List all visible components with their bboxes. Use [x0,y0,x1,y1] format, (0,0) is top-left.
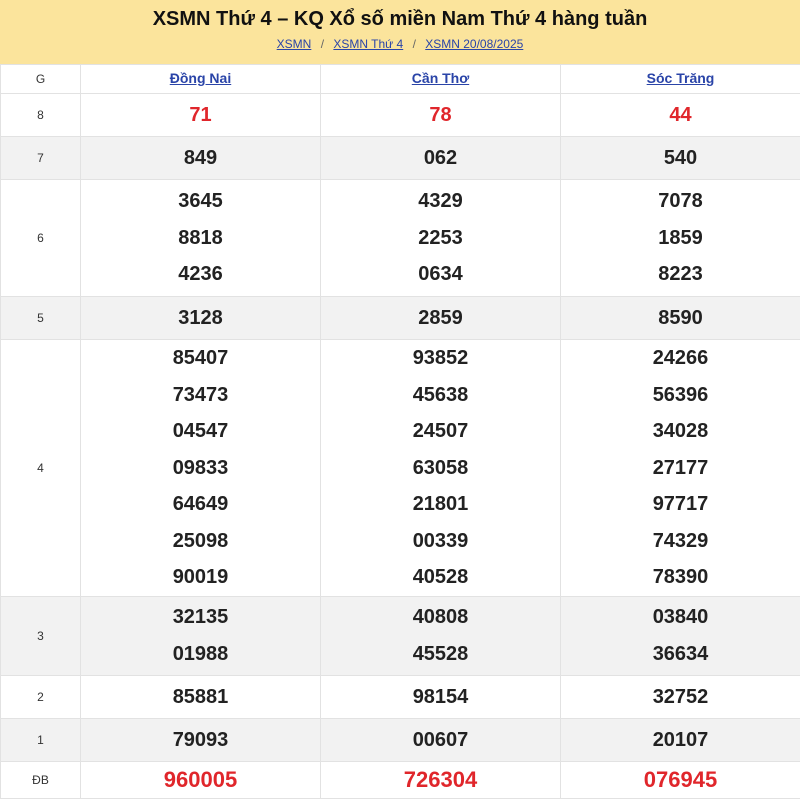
province-link-dong-nai[interactable]: Đồng Nai [170,70,231,86]
results-body [1,94,800,799]
lottery-number: 24266 [561,340,800,377]
prize-row [1,718,800,761]
prize-cell [81,94,321,137]
lottery-number: 726304 [321,762,560,798]
prize-cell [321,675,561,718]
lottery-number: 56396 [561,377,800,414]
lottery-number: 73473 [81,377,320,414]
prize-cell [321,137,561,180]
lottery-number: 062 [321,137,560,179]
prize-row [1,94,800,137]
lottery-number: 09833 [81,450,320,487]
lottery-number: 34028 [561,413,800,450]
results-table [0,64,800,799]
lottery-number: 27177 [561,450,800,487]
lottery-number: 36634 [561,636,800,673]
lottery-number: 32752 [561,676,800,718]
prize-cell [561,761,800,798]
lottery-number: 960005 [81,762,320,798]
lottery-number: 849 [81,137,320,179]
lottery-number: 78390 [561,559,800,596]
lottery-number: 98154 [321,676,560,718]
prize-row [1,675,800,718]
prize-cell [321,718,561,761]
lottery-number: 85881 [81,676,320,718]
prize-cell [81,596,321,675]
lottery-number: 63058 [321,450,560,487]
breadcrumb-link-xsmn-thu-4[interactable]: XSMN Thứ 4 [333,37,403,51]
prize-row [1,596,800,675]
prize-row [1,180,800,297]
lottery-number: 4329 [321,183,560,220]
lottery-number: 32135 [81,599,320,636]
lottery-number: 90019 [81,559,320,596]
lottery-number: 1859 [561,220,800,257]
breadcrumb-link-date[interactable]: XSMN 20/08/2025 [425,37,523,51]
prize-cell [81,761,321,798]
lottery-number: 0634 [321,256,560,293]
lottery-number: 97717 [561,486,800,523]
province-header-dong-nai [81,65,321,94]
breadcrumb-link-xsmn[interactable]: XSMN [277,37,312,51]
lottery-number: 2859 [321,297,560,339]
lottery-number: 8590 [561,297,800,339]
table-header-row [1,65,800,94]
lottery-number: 24507 [321,413,560,450]
lottery-number: 45638 [321,377,560,414]
prize-label: ĐB [1,761,81,798]
province-link-soc-trang[interactable]: Sóc Trăng [647,70,715,86]
prize-label: 1 [1,718,81,761]
lottery-number: 93852 [321,340,560,377]
lottery-number: 2253 [321,220,560,257]
lottery-number: 71 [81,94,320,136]
lottery-number: 01988 [81,636,320,673]
prize-cell [561,94,800,137]
prize-cell [81,340,321,597]
prize-row [1,340,800,597]
lottery-number: 25098 [81,523,320,560]
prize-cell [321,180,561,297]
prize-cell [81,180,321,297]
lottery-number: 076945 [561,762,800,798]
lottery-number: 540 [561,137,800,179]
prize-cell [561,180,800,297]
lottery-number: 7078 [561,183,800,220]
lottery-number: 64649 [81,486,320,523]
lottery-number: 3645 [81,183,320,220]
prize-cell [81,137,321,180]
prize-cell [561,137,800,180]
lottery-number: 44 [561,94,800,136]
prize-row [1,297,800,340]
prize-row [1,137,800,180]
prize-cell [81,718,321,761]
lottery-number: 45528 [321,636,560,673]
lottery-number: 20107 [561,719,800,761]
lottery-number: 85407 [81,340,320,377]
lottery-number: 74329 [561,523,800,560]
page-header [0,0,800,64]
lottery-number: 40528 [321,559,560,596]
prize-label: 7 [1,137,81,180]
lottery-number: 04547 [81,413,320,450]
breadcrumb-separator: / [321,37,324,51]
prize-cell [561,675,800,718]
prize-row [1,761,800,798]
province-header-soc-trang [561,65,800,94]
lottery-number: 00339 [321,523,560,560]
prize-cell [81,297,321,340]
prize-cell [561,596,800,675]
lottery-number: 79093 [81,719,320,761]
lottery-number: 21801 [321,486,560,523]
prize-label: 3 [1,596,81,675]
prize-cell [561,340,800,597]
prize-label: 4 [1,340,81,597]
prize-column-header: G [1,65,81,94]
prize-cell [321,596,561,675]
province-link-can-tho[interactable]: Cần Thơ [412,70,469,86]
prize-label: 2 [1,675,81,718]
lottery-number: 4236 [81,256,320,293]
prize-cell [81,675,321,718]
lottery-number: 78 [321,94,560,136]
province-header-can-tho [321,65,561,94]
prize-cell [321,761,561,798]
prize-label: 5 [1,297,81,340]
prize-cell [321,340,561,597]
lottery-number: 00607 [321,719,560,761]
lottery-number: 03840 [561,599,800,636]
prize-cell [321,94,561,137]
prize-cell [561,718,800,761]
lottery-number: 8223 [561,256,800,293]
lottery-number: 40808 [321,599,560,636]
prize-label: 6 [1,180,81,297]
prize-label: 8 [1,94,81,137]
page-title: XSMN Thứ 4 – KQ Xổ số miền Nam Thứ 4 hàng tuần [0,7,800,31]
breadcrumb [0,36,800,52]
prize-cell [561,297,800,340]
breadcrumb-separator: / [413,37,416,51]
lottery-number: 3128 [81,297,320,339]
prize-cell [321,297,561,340]
lottery-number: 8818 [81,220,320,257]
